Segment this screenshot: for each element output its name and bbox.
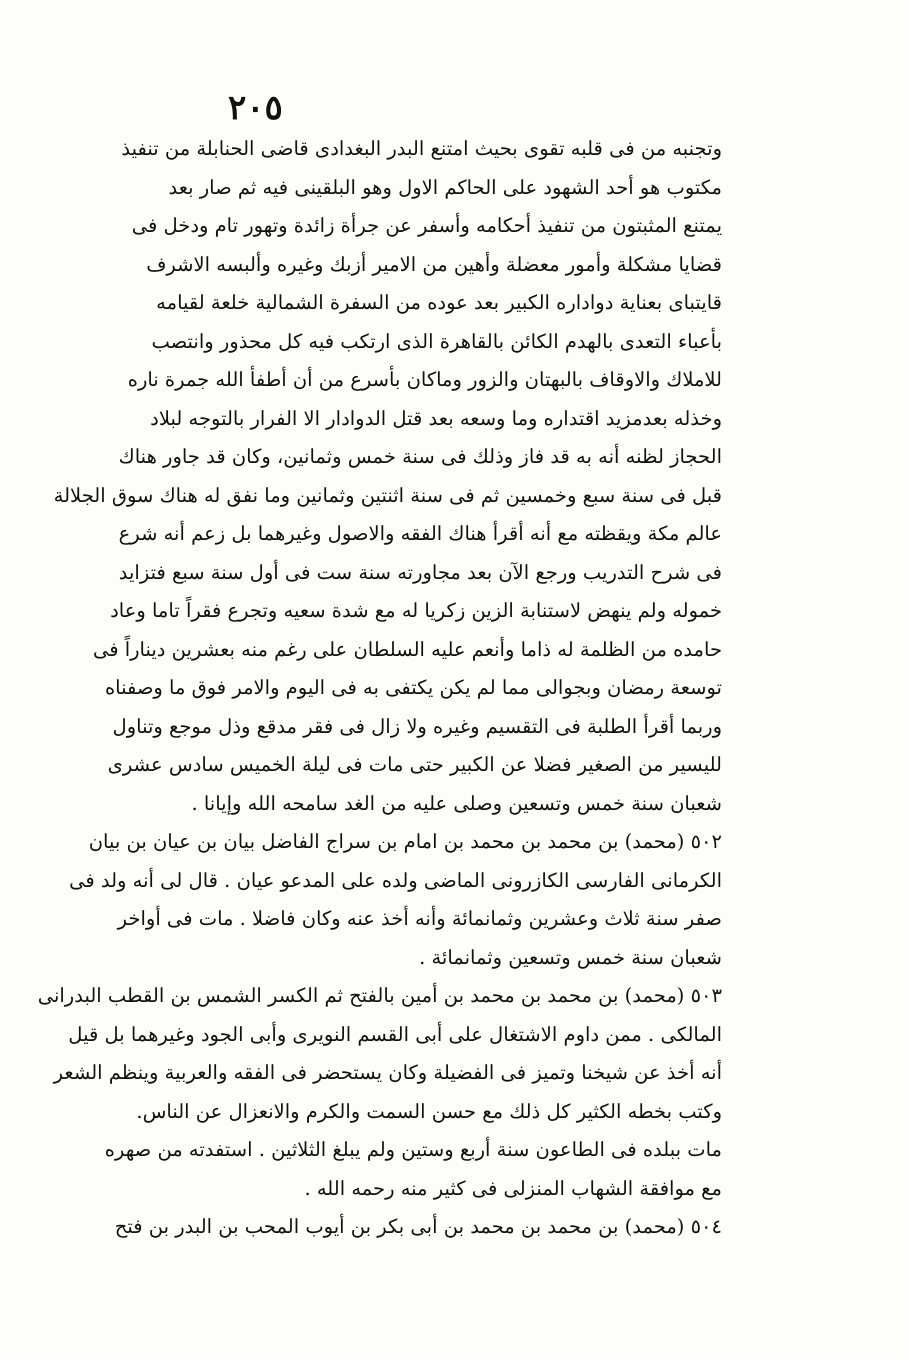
text-line: يمتنع المثبتون من تنفيذ أحكامه وأسفر عن جرأة زائدة وتهور تام ودخل فى bbox=[131, 214, 722, 237]
text-line: خموله ولم ينهض لاستنابة الزين زكريا له مع شدة سعيه وتجرع فقراً تاما وعاد bbox=[110, 599, 722, 622]
text-line: شعبان سنة خمس وتسعين وصلى عليه من الغد سامحه الله وإيانا . bbox=[191, 791, 722, 815]
page-number: ٢٠٥ bbox=[228, 88, 283, 128]
text-line: وخذله بعدمزيد اقتداره وما وسعه بعد قتل الدوادار الا الفرار بالتوجه لبلاد bbox=[150, 406, 722, 430]
text-line: الكرمانى الفارسى الكازرونى الماضى ولده على المدعو عيان . قال لى أنه ولد فى bbox=[69, 868, 722, 892]
text-line: قبل فى سنة سبع وخمسين ثم فى سنة اثنتين وثمانين وما نفق له هناك سوق الجلالة bbox=[53, 483, 722, 507]
entry-502-line: ٥٠٢ (محمد) بن محمد بن محمد بن امام بن سراج الفاضل بيان بن عيان بن بيان bbox=[88, 830, 722, 853]
text-line: مات ببلده فى الطاعون سنة أربع وستين ولم يبلغ الثلاثين . استفدته من صهره bbox=[104, 1138, 722, 1161]
entry-503-line: ٥٠٣ (محمد) بن محمد بن محمد بن أمين بالفتح ثم الكسر الشمس بن القطب البدرانى bbox=[37, 984, 722, 1007]
body-text bbox=[37, 130, 722, 1247]
entry-504-line: ٥٠٤ (محمد) بن محمد بن محمد بن أبى بكر بن أيوب المحب بن البدر بن فتح bbox=[114, 1215, 722, 1238]
text-line: قضايا مشكلة وأمور معضلة وأهين من الامير أزبك وغيره وألبسه الاشرف bbox=[146, 252, 722, 276]
text-line: للاملاك والاوقاف بالبهتان والزور وماكان بأسرع من أن أطفأ الله جمرة ناره bbox=[127, 368, 722, 391]
text-line: وربما أقرأ الطلبة فى التقسيم وغيره ولا زال فى فقر مدقع وذل موجع وتناول bbox=[112, 714, 722, 738]
text-line: لليسير من الصغير فضلا عن الكبير حتى مات فى ليلة الخميس سادس عشرى bbox=[107, 753, 722, 776]
text-line: وكتب بخطه الكثير كل ذلك مع حسن السمت والكرم والانعزال عن الناس. bbox=[136, 1099, 722, 1123]
text-line: توسعة رمضان وبجوالى مما لم يكن يكتفى به فى اليوم والامر فوق ما وصفناه bbox=[104, 676, 722, 699]
text-line: قايتباى بعناية دواداره الكبير بعد عوده من السفرة الشمالية خلعة لقيامه bbox=[156, 291, 722, 314]
text-line: عالم مكة ويقظته مع أنه أقرأ هناك الفقه والاصول وغيرهما بل زعم أنه شرع bbox=[118, 522, 722, 545]
text-line: بأعباء التعدى بالهدم الكائن بالقاهرة الذى ارتكب فيه كل محذور وانتصب bbox=[151, 329, 722, 353]
text-line: شعبان سنة خمس وتسعين وثمانمائة . bbox=[419, 945, 722, 969]
text-line: حامده من الظلمة له ذاما وأنعم عليه السلطان على رغم منه بعشرين ديناراً فى bbox=[92, 637, 722, 661]
text-line: فى شرح التدريب ورجع الآن بعد مجاورته سنة ست فى أول سنة سبع فتزايد bbox=[118, 560, 722, 584]
text-line: مكتوب هو أحد الشهود على الحاكم الاول وهو البلقينى فيه ثم صار بعد bbox=[168, 175, 722, 199]
text-line: أنه أخذ عن شيخنا وتميز فى الفضيلة وكان يستحضر فى الفقه والعربية وينظم الشعر bbox=[53, 1061, 722, 1084]
text-line: الحجاز لظنه أنه به قد فاز وذلك فى سنة خمس وثمانين، وكان قد جاور هناك bbox=[118, 445, 722, 468]
text-line: صفر سنة ثلاث وعشرين وثمانمائة وأنه أخذ عنه وكان فاضلا . مات فى أواخر bbox=[117, 907, 722, 930]
text-line: المالكى . ممن داوم الاشتغال على أبى القسم النويرى وأبى الجود وغيرهما بل قيل bbox=[68, 1022, 722, 1046]
text-line: مع موافقة الشهاب المنزلى فى كثير منه رحمه الله . bbox=[304, 1176, 722, 1200]
text-line: وتجنبه من فى قلبه تقوى بحيث امتنع البدر البغدادى قاضى الحنابلة من تنفيذ bbox=[121, 137, 722, 160]
